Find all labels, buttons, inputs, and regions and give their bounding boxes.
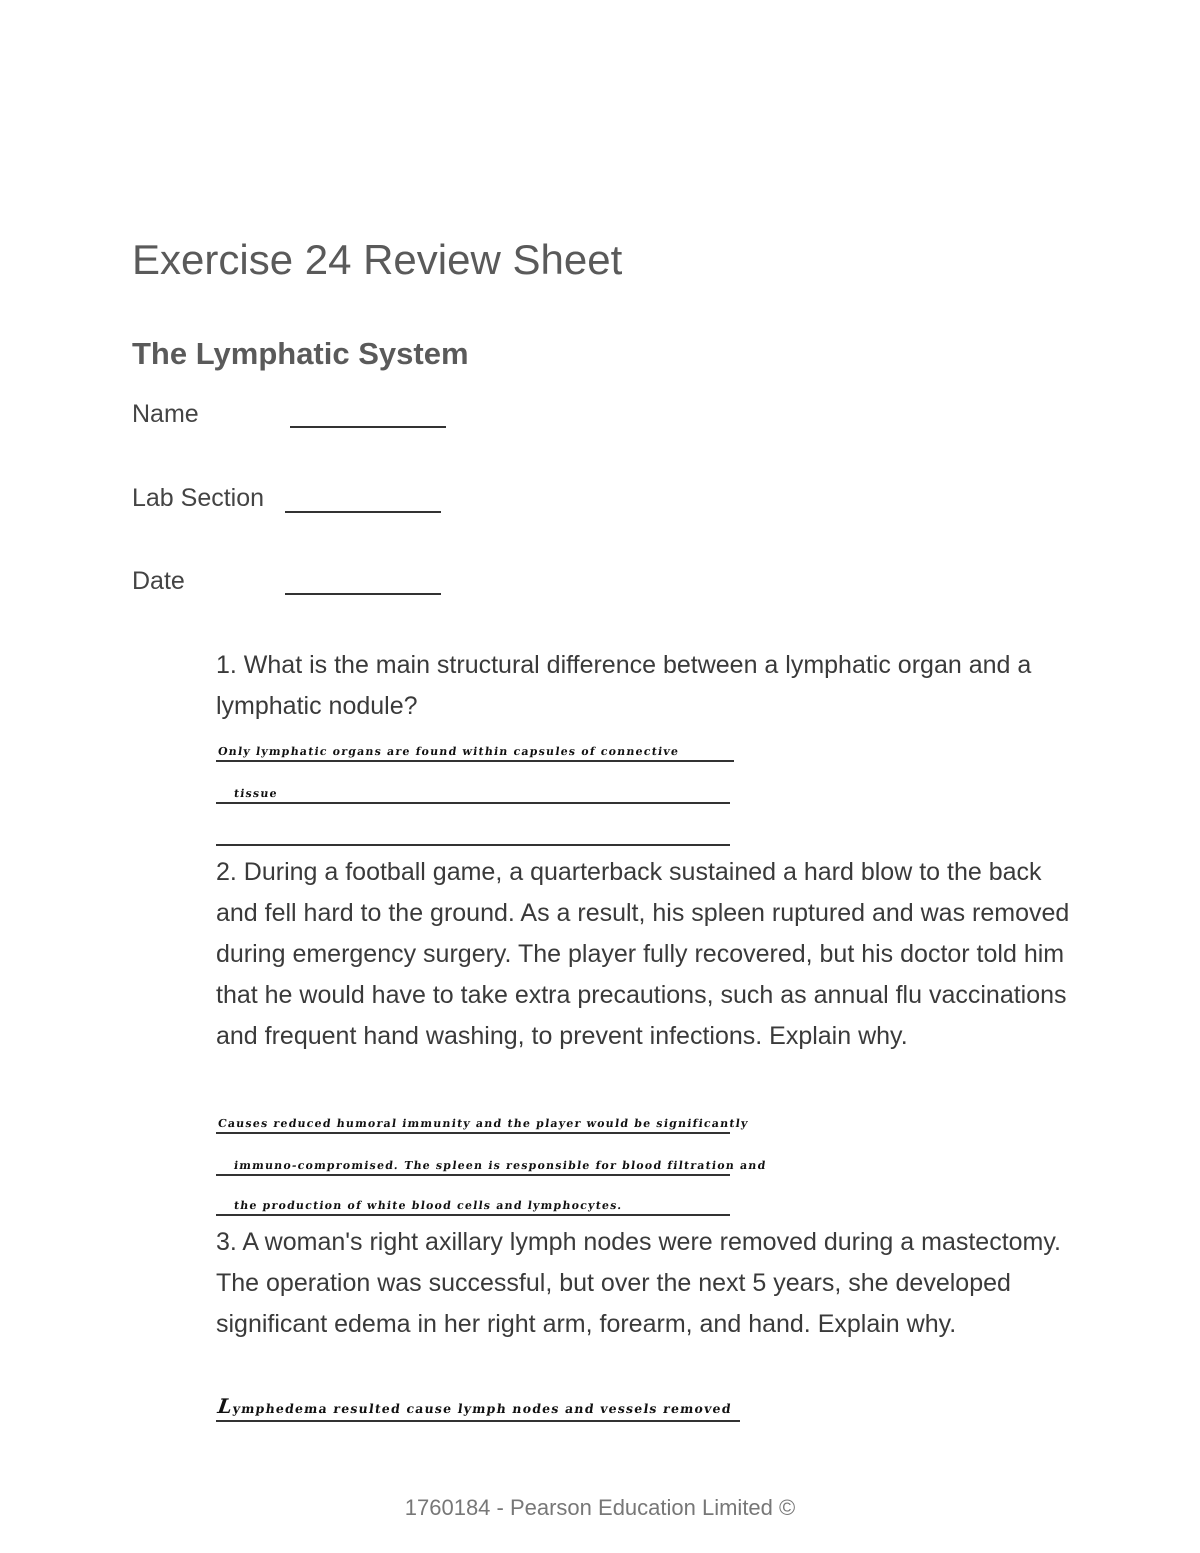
- date-blank[interactable]: [285, 593, 441, 595]
- answer-2-line-1[interactable]: [216, 1100, 750, 1134]
- page-title: Exercise 24 Review Sheet: [132, 236, 623, 283]
- answer-2-text-1: Causes reduced humoral immunity and the player would be significantly: [217, 1117, 750, 1130]
- name-blank[interactable]: [290, 426, 446, 428]
- answer-1-line-2[interactable]: [216, 770, 730, 804]
- section-subtitle: The Lymphatic System: [132, 336, 469, 371]
- question-2: 2. During a football game, a quarterback sustained a hard blow to the back and fell hard to the ground. As a result, his spleen ruptured and was removed during emergency surgery. The player fully recovered, but his doctor told him that he would have to take extra precautions, such as annual flu vaccinations and frequent hand washing, to prevent infections. Explain why.: [216, 858, 1070, 1050]
- name-label: Name: [132, 400, 199, 428]
- answer-1-text-1: Only lymphatic organs are found within capsules of connective: [217, 745, 681, 758]
- answer-1-text-2: tissue: [233, 787, 279, 800]
- answer-2-line-2[interactable]: [216, 1142, 768, 1176]
- footer-copyright: 1760184 - Pearson Education Limited ©: [404, 1495, 796, 1520]
- answer-2-text-2: immuno-compromised. The spleen is responsible for blood filtration and: [233, 1159, 768, 1172]
- lab-section-blank[interactable]: [285, 511, 441, 513]
- answer-2-line-3[interactable]: [216, 1182, 730, 1216]
- date-label: Date: [132, 567, 185, 595]
- question-3: 3. A woman's right axillary lymph nodes were removed during a mastectomy. The operation was successful, but over the next 5 years, she developed significant edema in her right arm, forearm, and hand. Explain why.: [216, 1228, 1061, 1338]
- answer-3-rest: ymphedema resulted cause lymph nodes and vessels removed: [231, 1401, 733, 1416]
- answer-1-line-3[interactable]: [216, 812, 730, 846]
- answer-2-text-3: the production of white blood cells and lymphocytes.: [233, 1199, 624, 1212]
- answer-3-initial: L: [216, 1394, 235, 1418]
- lab-section-label: Lab Section: [132, 484, 265, 512]
- answer-3-text-1: [216, 1394, 733, 1418]
- answer-1-line-1[interactable]: [216, 728, 734, 762]
- question-1: 1. What is the main structural difference between a lymphatic organ and a lymphatic nodule?: [216, 651, 1032, 720]
- answer-3-line-1[interactable]: [216, 1388, 740, 1422]
